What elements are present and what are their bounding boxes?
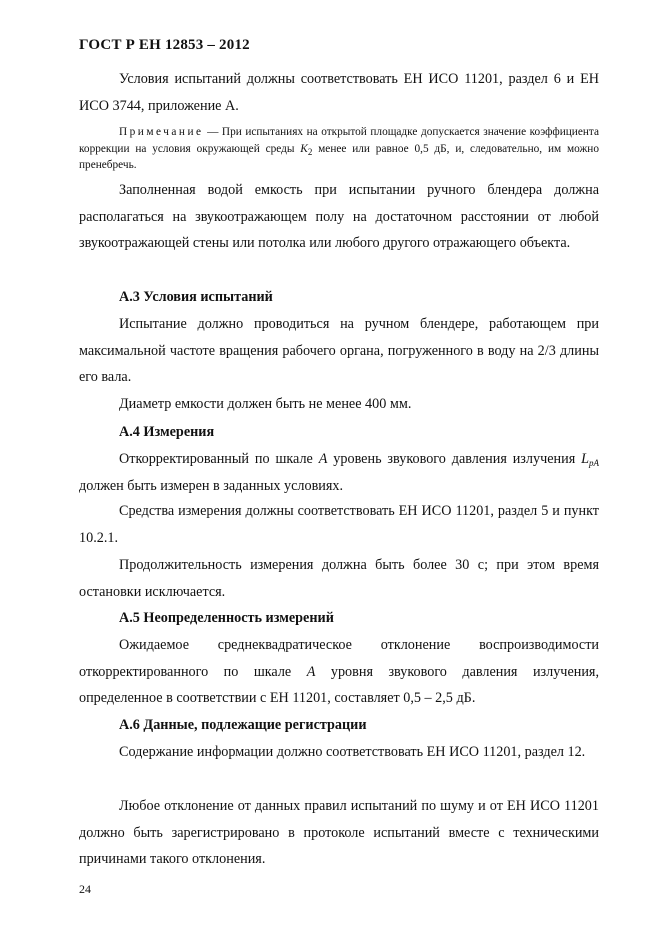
paragraph-sound-level: Откорректированный по шкале A уровень звукового давления излучения $L_{pA}$ должен быть измерен в заданных условиях. xyxy=(79,451,599,494)
heading-a5: А.5 Неопределенность измерений xyxy=(119,610,334,626)
heading-a3: А.3 Условия испытаний xyxy=(119,289,273,305)
note-label: Примечание xyxy=(119,126,204,138)
document-header: ГОСТ Р ЕН 12853 – 2012 xyxy=(79,37,250,53)
paragraph-diameter: Диаметр емкости должен быть не менее 400 мм. xyxy=(119,396,412,412)
paragraph-duration: Продолжительность измерения должна быть более 30 с; при этом время остановки исключается. xyxy=(79,557,599,600)
paragraph-water-container: Заполненная водой емкость при испытании ручного блендера должна располагаться на звукоотражающем полу на достаточном расстоянии от любой звукоотражающей стены или потолка или любого другого отражающего объекта. xyxy=(79,182,599,252)
heading-a6: А.6 Данные, подлежащие регистрации xyxy=(119,717,367,733)
paragraph-uncertainty: Ожидаемое среднеквадратическое отклонение воспроизводимости откорректированного по шкале A уровня звукового давления излучения, определенное в соответствии с ЕН 11201, составляет 0,5 – 2,5 дБ. xyxy=(79,637,599,707)
note-paragraph: Примечание — При испытаниях на открытой площадке допускается значение коэффициента коррекции на условия окружающей среды $K_2$ менее или равное 0,5 дБ, и, следовательно, им можно пренебречь. xyxy=(79,126,599,171)
paragraph-blender-test: Испытание должно проводиться на ручном блендере, работающем при максимальной частоте вращения рабочего органа, погруженного в воду на 2/3 длины его вала. xyxy=(79,316,599,386)
heading-a4: А.4 Измерения xyxy=(119,424,215,440)
paragraph-information: Содержание информации должно соответствовать ЕН ИСО 11201, раздел 12. xyxy=(119,744,586,760)
paragraph-instruments: Средства измерения должны соответствовать ЕН ИСО 11201, раздел 5 и пункт 10.2.1. xyxy=(79,503,599,546)
paragraph-test-conditions: Условия испытаний должны соответствовать ЕН ИСО 11201, раздел 6 и ЕН ИСО 3744, приложение А. xyxy=(79,71,599,114)
page-number: 24 xyxy=(79,882,91,896)
paragraph-deviation: Любое отклонение от данных правил испытаний по шуму и от ЕН ИСО 11201 должно быть зарегистрировано в протоколе испытаний вместе с техническими причинами такого отклонения. xyxy=(79,798,599,868)
